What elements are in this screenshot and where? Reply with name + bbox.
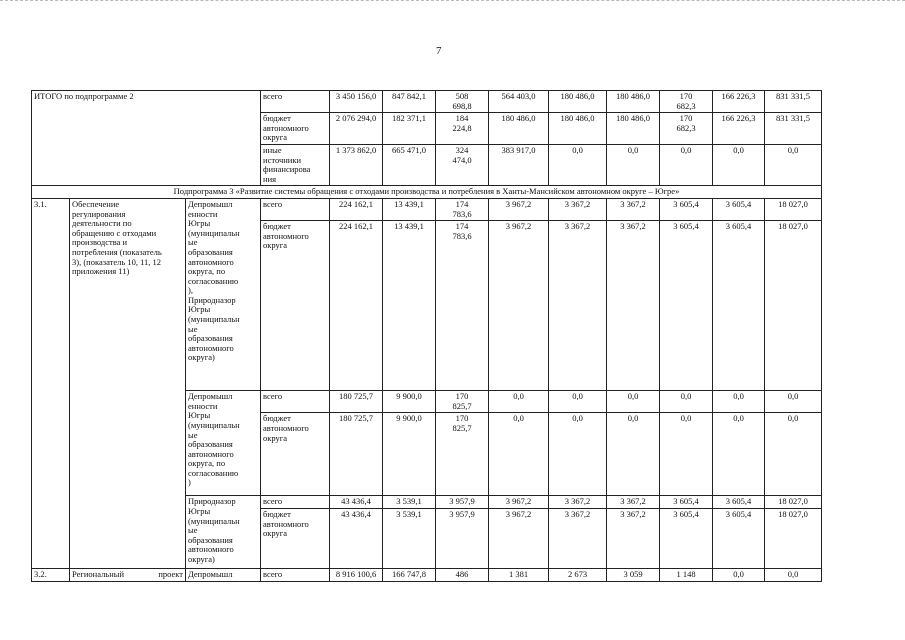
value-cell: 3 957,9: [436, 496, 489, 509]
source-cell: бюджет автономного округа: [261, 508, 330, 568]
value-cell: 18 027,0: [765, 198, 822, 220]
source-cell: иные источники финансирова ния: [261, 144, 330, 185]
value-cell: 2 673: [549, 568, 607, 581]
value-cell: 9 900,0: [383, 413, 436, 496]
value-cell: 0,0: [489, 413, 549, 496]
value-cell: 166 747,8: [383, 568, 436, 581]
value-cell: 0,0: [765, 568, 822, 581]
value-cell: 180 486,0: [549, 91, 607, 113]
value-cell: 180 486,0: [489, 113, 549, 145]
value-cell: 0,0: [489, 391, 549, 413]
value-cell: 13 439,1: [383, 221, 436, 391]
value-cell: 3 605,4: [660, 198, 713, 220]
value-cell: 1 381: [489, 568, 549, 581]
value-cell: 3 967,2: [489, 221, 549, 391]
value-cell: 3 367,2: [607, 508, 660, 568]
value-cell: 166 226,3: [713, 91, 765, 113]
scan-edge: [0, 0, 905, 5]
value-cell: 3 367,2: [549, 496, 607, 509]
table-row: [32, 91, 822, 113]
executor-cell: Депромышл енности Югры (муниципальн ые образования автономного округа, по согласованию ), Природназор Югры (муниципальн ые образования автономного округа): [186, 198, 261, 390]
executor-cell: Природназор Югры (муниципальн ые образования автономного округа): [186, 496, 261, 569]
value-cell: 3 367,2: [607, 198, 660, 220]
value-cell: 9 900,0: [383, 391, 436, 413]
source-cell: всего: [261, 198, 330, 220]
value-cell: 18 027,0: [765, 508, 822, 568]
page-number: 7: [436, 45, 442, 57]
value-cell: 0,0: [765, 413, 822, 496]
value-cell: 0,0: [660, 391, 713, 413]
budget-table: [31, 90, 822, 582]
executor-cell: Депромышл енности Югры (муниципальн ые образования автономного округа, по согласованию ): [186, 391, 261, 496]
value-cell: 0,0: [607, 144, 660, 185]
value-cell: 174 783,6: [436, 221, 489, 391]
value-cell: 170 825,7: [436, 391, 489, 413]
value-cell: 3 367,2: [549, 508, 607, 568]
value-cell: 1 373 862,0: [330, 144, 383, 185]
value-cell: 3 539,1: [383, 496, 436, 509]
value-cell: 0,0: [713, 568, 765, 581]
value-cell: 3 957,9: [436, 508, 489, 568]
value-cell: 180 486,0: [607, 113, 660, 145]
value-cell: 0,0: [549, 144, 607, 185]
value-cell: 383 917,0: [489, 144, 549, 185]
source-cell: всего: [261, 91, 330, 113]
value-cell: 3 605,4: [713, 198, 765, 220]
value-cell: 224 162,1: [330, 198, 383, 220]
subprogram-title: Подпрограмма 3 «Развитие системы обращения с отходами производства и потребления в Ханты-Мансийском автономном округе – Югре»: [32, 186, 822, 199]
value-cell: 166 226,3: [713, 113, 765, 145]
value-cell: 3 367,2: [607, 496, 660, 509]
value-cell: 18 027,0: [765, 221, 822, 391]
value-cell: 2 076 294,0: [330, 113, 383, 145]
value-cell: 180 725,7: [330, 413, 383, 496]
item-name: Региональный проект: [70, 568, 186, 581]
value-cell: 3 367,2: [549, 198, 607, 220]
value-cell: 3 059: [607, 568, 660, 581]
value-cell: 665 471,0: [383, 144, 436, 185]
value-cell: 43 436,4: [330, 508, 383, 568]
value-cell: 0,0: [713, 391, 765, 413]
source-cell: всего: [261, 568, 330, 581]
item-number: 3.2.: [32, 568, 70, 581]
value-cell: 0,0: [549, 413, 607, 496]
value-cell: 1 148: [660, 568, 713, 581]
item-name: Обеспечение регулирования деятельности по обращению с отходами производства и потребления (показатель 3), (показатель 10, 11, 12 приложения 11): [70, 198, 186, 568]
executor-cell: Депромышл: [186, 568, 261, 581]
value-cell: 0,0: [660, 144, 713, 185]
value-cell: 847 842,1: [383, 91, 436, 113]
value-cell: 0,0: [713, 413, 765, 496]
value-cell: 180 486,0: [607, 91, 660, 113]
value-cell: 3 605,4: [660, 496, 713, 509]
value-cell: 3 605,4: [713, 496, 765, 509]
value-cell: 3 367,2: [607, 221, 660, 391]
table-row: [32, 186, 822, 199]
value-cell: 3 367,2: [549, 221, 607, 391]
value-cell: 184 224,8: [436, 113, 489, 145]
value-cell: 174 783,6: [436, 198, 489, 220]
value-cell: 3 967,2: [489, 496, 549, 509]
value-cell: 3 967,2: [489, 198, 549, 220]
value-cell: 3 605,4: [713, 221, 765, 391]
value-cell: 13 439,1: [383, 198, 436, 220]
value-cell: 3 967,2: [489, 508, 549, 568]
value-cell: 180 725,7: [330, 391, 383, 413]
value-cell: 180 486,0: [549, 113, 607, 145]
source-cell: бюджет автономного округа: [261, 113, 330, 145]
value-cell: 0,0: [607, 391, 660, 413]
value-cell: 8 916 100,6: [330, 568, 383, 581]
value-cell: 170 682,3: [660, 91, 713, 113]
value-cell: 0,0: [607, 413, 660, 496]
value-cell: 3 605,4: [713, 508, 765, 568]
value-cell: 0,0: [660, 413, 713, 496]
value-cell: 486: [436, 568, 489, 581]
value-cell: 3 450 156,0: [330, 91, 383, 113]
value-cell: 224 162,1: [330, 221, 383, 391]
value-cell: 0,0: [765, 391, 822, 413]
source-cell: бюджет автономного округа: [261, 221, 330, 391]
value-cell: 18 027,0: [765, 496, 822, 509]
value-cell: 43 436,4: [330, 496, 383, 509]
itogo-label: ИТОГО по подпрограмме 2: [32, 91, 261, 186]
value-cell: 831 331,5: [765, 113, 822, 145]
value-cell: 0,0: [713, 144, 765, 185]
value-cell: 0,0: [549, 391, 607, 413]
value-cell: 170 825,7: [436, 413, 489, 496]
value-cell: 0,0: [765, 144, 822, 185]
table-row: [32, 198, 822, 220]
value-cell: 3 605,4: [660, 221, 713, 391]
value-cell: 3 605,4: [660, 508, 713, 568]
value-cell: 324 474,0: [436, 144, 489, 185]
source-cell: всего: [261, 496, 330, 509]
item-number: 3.1.: [32, 198, 70, 568]
value-cell: 564 403,0: [489, 91, 549, 113]
value-cell: 182 371,1: [383, 113, 436, 145]
value-cell: 831 331,5: [765, 91, 822, 113]
source-cell: бюджет автономного округа: [261, 413, 330, 496]
value-cell: 508 698,8: [436, 91, 489, 113]
value-cell: 3 539,1: [383, 508, 436, 568]
table-row: [32, 568, 822, 581]
value-cell: 170 682,3: [660, 113, 713, 145]
source-cell: всего: [261, 391, 330, 413]
